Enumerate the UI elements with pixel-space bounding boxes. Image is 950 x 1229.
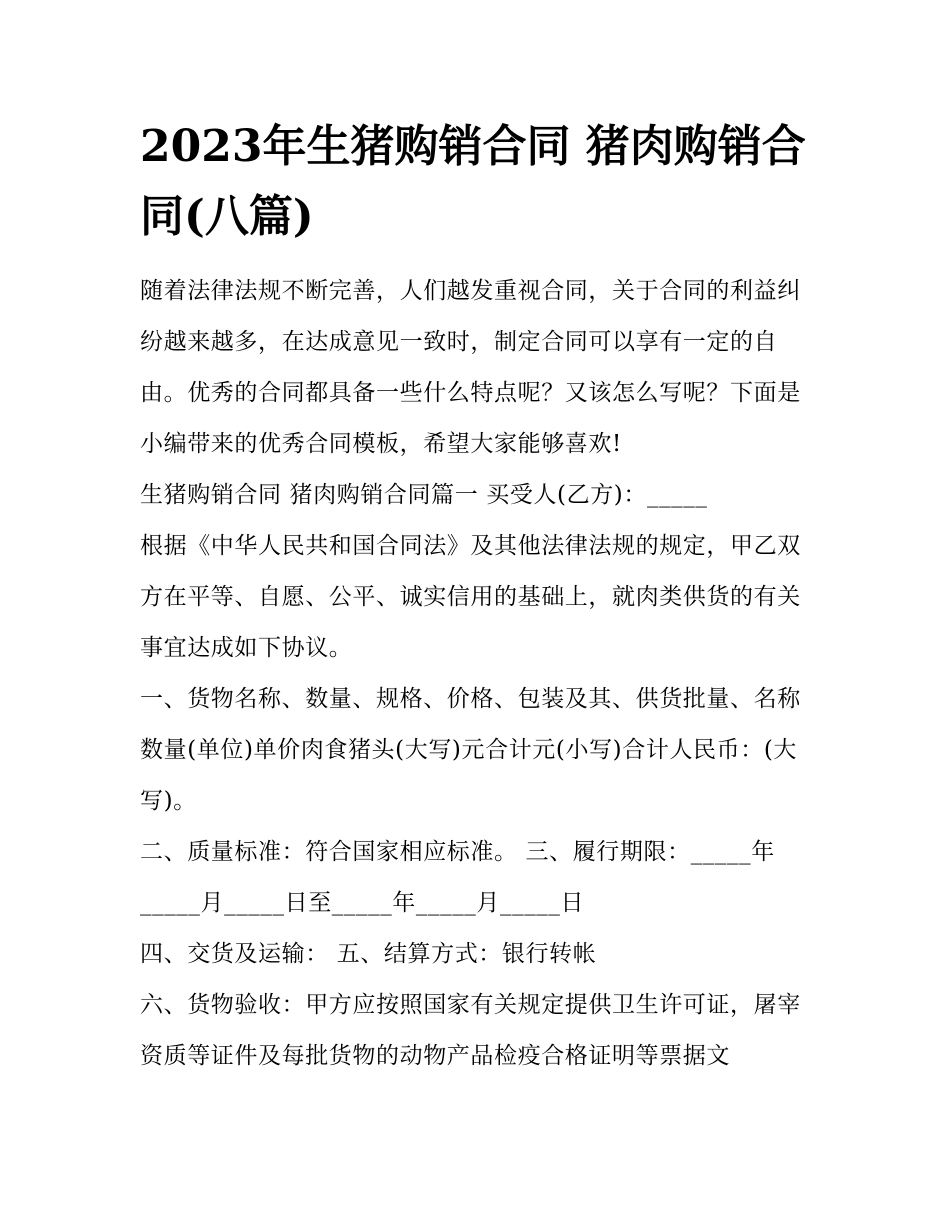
- document-body: [140, 112, 815, 1082]
- agreement-basis-paragraph: 根据《中华人民共和国合同法》及其他法律法规的规定，甲乙双方在平等、自愿、公平、诚实信用的基础上，就肉类供货的有关事宜达成如下协议。: [140, 533, 801, 661]
- document-title: 2023年生猪购销合同 猪肉购销合同(八篇): [140, 121, 806, 242]
- clause-delivery-settlement: 四、交货及运输： 五、结算方式：银行转帐: [140, 941, 597, 967]
- clause-inspection: 六、货物验收：甲方应按照国家有关规定提供卫生许可证，屠宰资质等证件及每批货物的动物产品检疫合格证明等票据文: [140, 992, 801, 1069]
- section-heading-buyer: 生猪购销合同 猪肉购销合同篇一 买受人(乙方)：_____: [140, 482, 708, 508]
- intro-paragraph: 随着法律法规不断完善，人们越发重视合同，关于合同的利益纠纷越来越多，在达成意见一致时，制定合同可以享有一定的自由。优秀的合同都具备一些什么特点呢？又该怎么写呢？下面是小编带来的优秀合同模板，希望大家能够喜欢!: [140, 278, 801, 457]
- clause-quality-term: 二、质量标准：符合国家相应标准。 三、履行期限：_____年_____月_____日至_____年_____月_____日: [140, 839, 775, 916]
- clause-goods: 一、货物名称、数量、规格、价格、包装及其、供货批量、名称数量(单位)单价肉食猪头(大写)元合计元(小写)合计人民币：(大写)。: [140, 686, 801, 814]
